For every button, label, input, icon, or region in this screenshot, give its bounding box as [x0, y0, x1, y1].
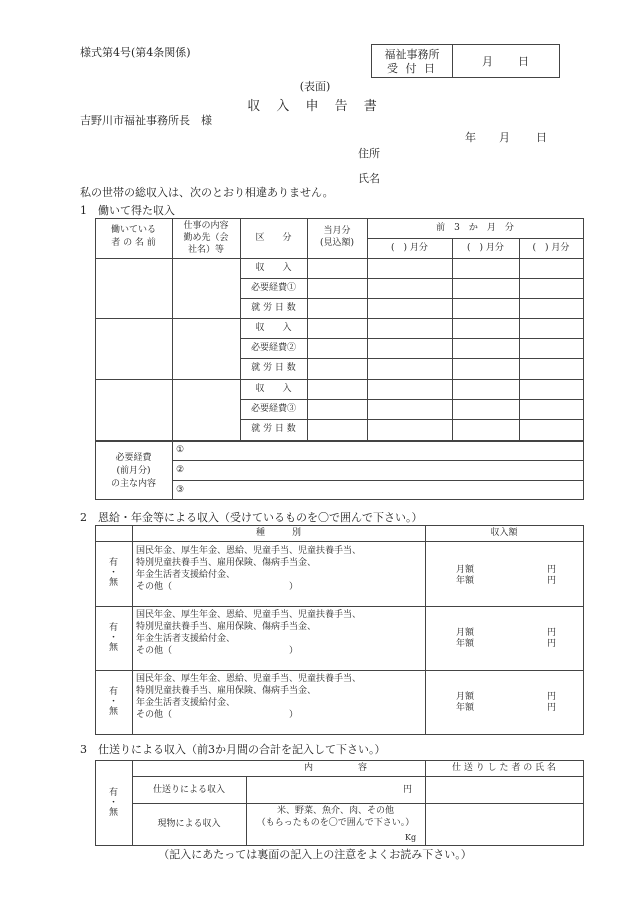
expense-mark-3: ③	[176, 485, 185, 495]
header-kubun: 区 分	[255, 233, 292, 243]
reception-office: 福祉事務所	[384, 48, 440, 61]
type-line: 年金生活者支援給付金、	[136, 698, 236, 708]
header-sender: 仕 送 り し た 者 の 氏 名	[452, 763, 556, 773]
type-line: 特別児童扶養手当、雇用保険、傷病手当金、	[136, 558, 317, 568]
header-job-3: 社名）等	[187, 245, 224, 255]
expense-label-1: 必要経費	[115, 453, 152, 463]
date-month: 月	[499, 131, 510, 144]
expense-mark-1: ①	[176, 445, 185, 455]
remittance-yen: 円	[403, 785, 413, 795]
type-line: 年金生活者支援給付金、	[136, 570, 236, 580]
yen-label: 円	[547, 703, 557, 713]
header-month-3: ( ) 月分	[532, 243, 570, 253]
type-line: その他（ ）	[136, 710, 299, 720]
date-year: 年	[465, 131, 476, 144]
monthly-label: 月額	[456, 628, 475, 638]
header-worker-2: 者 の 名 前	[111, 238, 156, 248]
umu-no: 無	[108, 707, 118, 717]
side-label: (表面)	[299, 80, 331, 93]
monthly-label: 月額	[456, 692, 475, 702]
umu-no: 無	[108, 578, 118, 588]
header-current-2: (見込額)	[319, 238, 355, 248]
section2-table	[95, 525, 584, 735]
yen-label: 円	[547, 639, 557, 649]
umu-dot: ・	[108, 697, 118, 707]
header-prev: 前 3 か 月 分	[436, 223, 514, 233]
umu-yes: 有	[108, 788, 118, 798]
header-job-2: 勤め先（会	[183, 233, 229, 243]
name-label: 氏名	[358, 172, 380, 185]
yen-label: 円	[547, 628, 557, 638]
address-label: 住所	[358, 147, 380, 160]
yen-label: 円	[547, 565, 557, 575]
header-worker-1: 働いている	[110, 225, 156, 235]
section1-table	[95, 218, 584, 500]
umu-dot: ・	[108, 568, 118, 578]
addressee: 吉野川市福祉事務所長 様	[80, 114, 212, 127]
page-title: 収 入 申 告 書	[247, 99, 383, 114]
umu-yes: 有	[108, 687, 118, 697]
section3-table	[95, 760, 584, 846]
goods-line-1: 米、野菜、魚介、肉、その他	[276, 806, 394, 816]
row-label: 必要経費③	[250, 404, 296, 414]
kg-label: Kg	[405, 833, 417, 842]
declaration: 私の世帯の総収入は、次のとおり相違ありません。	[80, 186, 334, 199]
header-job-1: 仕事の内容	[183, 221, 229, 231]
remittance-label: 仕送りによる収入	[152, 785, 225, 795]
date-day: 日	[536, 131, 547, 144]
expense-label-3: の主な内容	[110, 479, 156, 489]
umu-yes: 有	[108, 623, 118, 633]
type-line: 年金生活者支援給付金、	[136, 634, 236, 644]
header-current-1: 当月分	[323, 226, 351, 236]
monthly-label: 月額	[456, 565, 475, 575]
reception-day: 日	[518, 55, 529, 68]
umu-dot: ・	[108, 798, 118, 808]
reception-date-label: 受 付 日	[387, 62, 437, 75]
footer-note: （記入にあたっては裏面の記入上の注意をよくお読み下さい。）	[158, 848, 472, 861]
umu-no: 無	[108, 643, 118, 653]
row-label: 必要経費①	[250, 283, 296, 293]
type-line: 国民年金、厚生年金、恩給、児童手当、児童扶養手当、	[136, 610, 362, 620]
row-label: 必要経費②	[250, 343, 296, 353]
reception-box	[371, 44, 560, 78]
umu-dot: ・	[108, 633, 118, 643]
expense-mark-2: ②	[176, 465, 185, 475]
type-line: 特別児童扶養手当、雇用保険、傷病手当金、	[136, 622, 317, 632]
yearly-label: 年額	[456, 703, 475, 713]
type-line: その他（ ）	[136, 582, 299, 592]
umu-yes: 有	[108, 558, 118, 568]
section3-heading: 3 仕送りによる収入（前3か月間の合計を記入して下さい。）	[80, 743, 386, 756]
yen-label: 円	[547, 576, 557, 586]
header-month-1: ( ) 月分	[391, 243, 428, 253]
form-number: 様式第4号(第4条関係)	[80, 46, 191, 59]
type-line: 国民年金、厚生年金、恩給、児童手当、児童扶養手当、	[136, 674, 362, 684]
header-amount: 収入額	[490, 528, 518, 538]
row-label: 収 入	[255, 263, 292, 273]
row-label: 就 労 日 数	[251, 303, 296, 313]
umu-no: 無	[108, 808, 118, 818]
yearly-label: 年額	[456, 576, 475, 586]
row-label: 就 労 日 数	[251, 363, 296, 373]
section1-heading: 1 働いて得た収入	[80, 204, 175, 217]
row-label: 就 労 日 数	[251, 424, 296, 434]
goods-line-2: （もらったものを〇で囲んで下さい。）	[256, 818, 415, 828]
row-label: 収 入	[255, 384, 292, 394]
type-line: 特別児童扶養手当、雇用保険、傷病手当金、	[136, 686, 317, 696]
expense-label-2: (前月分)	[116, 466, 151, 476]
header-month-2: ( ) 月分	[467, 243, 504, 253]
row-label: 収 入	[255, 323, 292, 333]
yearly-label: 年額	[456, 639, 475, 649]
type-line: その他（ ）	[136, 646, 299, 656]
type-line: 国民年金、厚生年金、恩給、児童手当、児童扶養手当、	[136, 546, 362, 556]
reception-month: 月	[482, 55, 493, 68]
header-content: 内 容	[303, 763, 367, 773]
section2-heading: 2 恩給・年金等による収入（受けているものを〇で囲んで下さい。）	[80, 511, 423, 524]
yen-label: 円	[547, 692, 557, 702]
in-kind-label: 現物による収入	[157, 819, 221, 829]
header-type: 種 別	[255, 528, 301, 538]
